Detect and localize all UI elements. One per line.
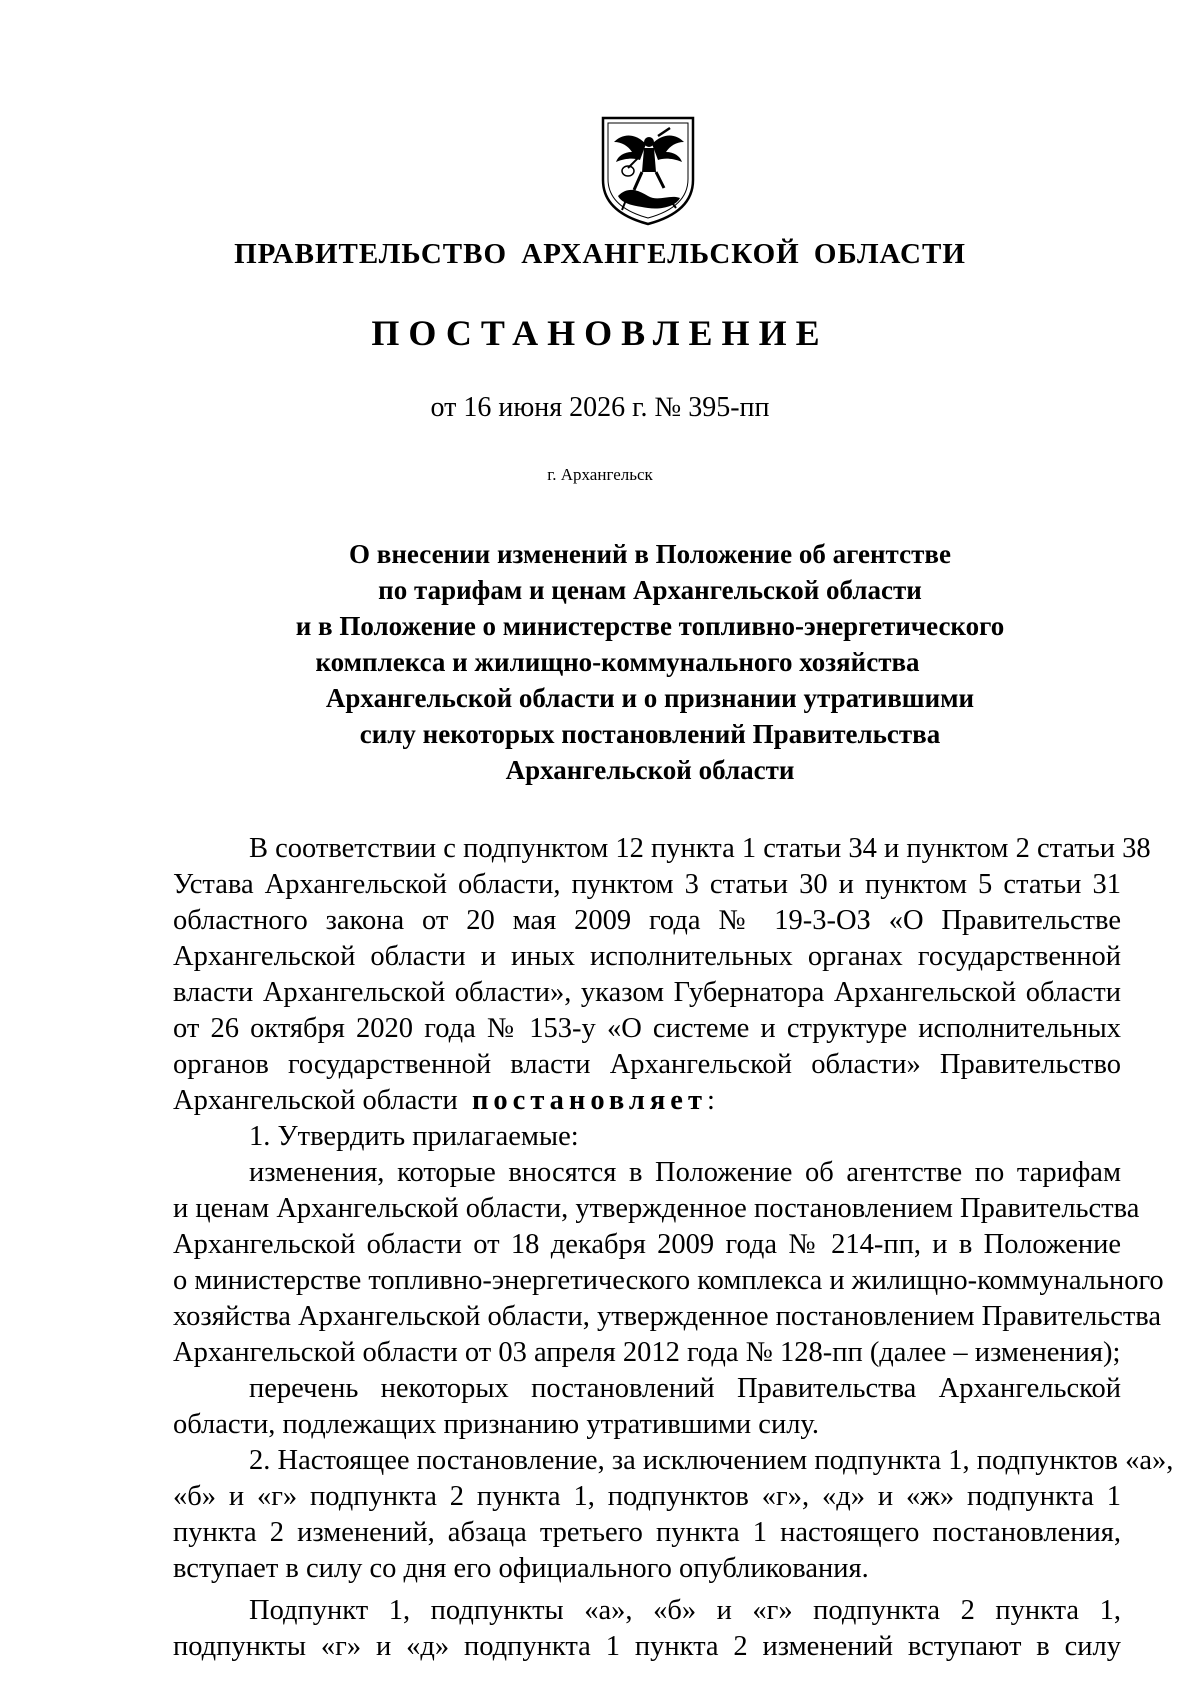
body-line: «б» и «г» подпункта 2 пункта 1, подпунктов «г», «д» и «ж» подпункта 1: [173, 1481, 1121, 1512]
body-line: Архангельской области от 03 апреля 2012 года № 128-пп (далее – изменения);: [173, 1337, 1121, 1368]
body-line: пункта 2 изменений, абзаца третьего пункта 1 настоящего постановления,: [173, 1517, 1121, 1548]
document-body: [173, 831, 1174, 1665]
title-line: силу некоторых постановлений Правительства: [359, 719, 941, 749]
body-line-prefix: Архангельской области: [173, 1085, 458, 1116]
body-line: Устава Архангельской области, пунктом 3 статьи 30 и пунктом 5 статьи 31: [173, 869, 1121, 900]
body-line: Архангельской области от 18 декабря 2009 года № 214-пп, и в Положение: [173, 1229, 1121, 1260]
title-line: Архангельской области и о признании утратившими: [325, 683, 975, 713]
body-line: Подпункт 1, подпункты «а», «б» и «г» подпункта 2 пункта 1,: [249, 1595, 1121, 1626]
body-line: В соответствии с подпунктом 12 пункта 1 статьи 34 и пунктом 2 статьи 38: [249, 833, 1151, 864]
title-line: по тарифам и ценам Архангельской области: [378, 575, 922, 605]
body-line: хозяйства Архангельской области, утвержденное постановлением Правительства: [173, 1301, 1162, 1332]
body-line: областного закона от 20 мая 2009 года № 19-3-ОЗ «О Правительстве: [173, 905, 1121, 936]
title-line: Архангельской области: [505, 755, 795, 785]
document-type: ПОСТАНОВЛЕНИЕ: [371, 313, 829, 353]
city: г. Архангельск: [547, 465, 653, 484]
body-line: и ценам Архангельской области, утвержденное постановлением Правительства: [173, 1193, 1140, 1224]
resolves-keyword: постановляет: [472, 1085, 707, 1116]
body-line: вступает в силу со дня его официального опубликования.: [173, 1553, 869, 1584]
document-title: [0, 536, 1200, 788]
body-line: 2. Настоящее постановление, за исключением подпункта 1, подпунктов «а»,: [249, 1445, 1174, 1476]
body-line: о министерстве топливно-энергетического комплекса и жилищно-коммунального: [173, 1265, 1164, 1296]
coat-of-arms-icon: [598, 114, 698, 226]
body-line: перечень некоторых постановлений Правительства Архангельской: [249, 1373, 1121, 1404]
title-line: комплекса и жилищно-коммунального хозяйства: [315, 647, 920, 677]
colon: :: [706, 1085, 715, 1116]
item-1-heading: 1. Утвердить прилагаемые:: [249, 1121, 579, 1152]
body-line: от 26 октября 2020 года № 153-у «О системе и структуре исполнительных: [173, 1013, 1121, 1044]
title-line: и в Положение о министерстве топливно-энергетического: [295, 611, 1005, 641]
body-line: органов государственной власти Архангельской области» Правительство: [173, 1049, 1121, 1080]
body-line-resolution: [173, 1083, 1121, 1119]
title-line: О внесении изменений в Положение об агентстве: [349, 539, 951, 569]
body-line: подпункты «г» и «д» подпункта 1 пункта 2 изменений вступают в силу: [173, 1631, 1121, 1662]
body-line: власти Архангельской области», указом Губернатора Архангельской области: [173, 977, 1121, 1008]
body-line: Архангельской области и иных исполнительных органах государственной: [173, 941, 1121, 972]
body-line: области, подлежащих признанию утратившими силу.: [173, 1409, 819, 1440]
date-and-number: от 16 июня 2026 г. № 395-пп: [430, 392, 770, 423]
body-line: изменения, которые вносятся в Положение об агентстве по тарифам: [249, 1157, 1121, 1188]
issuing-authority: ПРАВИТЕЛЬСТВО АРХАНГЕЛЬСКОЙ ОБЛАСТИ: [234, 238, 966, 270]
